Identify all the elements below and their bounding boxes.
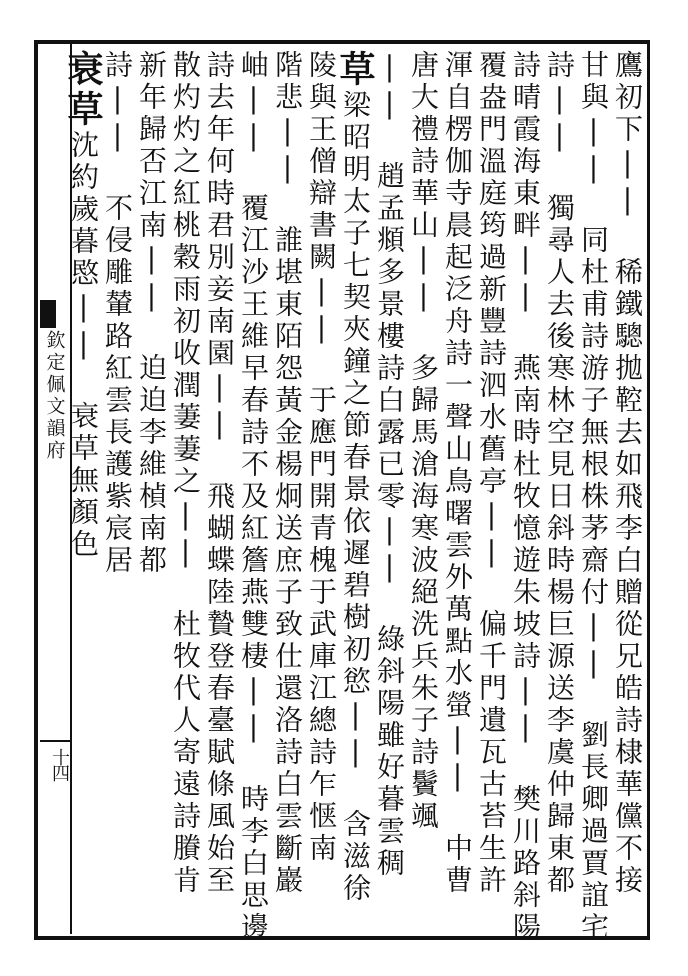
page-number: 十四 — [49, 748, 70, 780]
entry-heading-cao: 草 — [334, 50, 376, 90]
column-11: 階悲|| 誰堪東陌怨黃金楊炯送庶子致仕還洛詩白雲斷巖 — [271, 50, 304, 897]
fish-tail-mark — [40, 300, 56, 328]
column-4: 詩晴霞海東畔|| 燕南時杜牧憶遊朱坡詩|| 樊川路斜陽 — [509, 50, 542, 944]
column-9-text: 梁昭明太子七契夾鐘之節春景依遲碧樹初慾|| 含滋徐 — [339, 90, 372, 905]
column-7: 唐大禮詩華山|| 多歸馬滄海寒波絕洗兵朱子詩鬢颯 — [407, 50, 440, 833]
column-13: 詩去年何時君別妾南園|| 飛蝴蝶陸贄登春臺賦條風始至 — [203, 50, 236, 897]
column-2: 甘與|| 同杜甫詩游子無根株茅齋付|| 劉長卿過賈誼宅 — [577, 50, 610, 944]
column-17 — [62, 50, 104, 928]
column-5: 覆盎門溫庭筠過新豐詩泗水舊亭|| 偏千門遺瓦古苔生許 — [475, 50, 508, 897]
column-14: 散灼灼之紅桃穀雨初收潤萋萋之|| 杜牧代人寄遠詩賸肯 — [169, 50, 202, 897]
column-17-text: 沈約歲暮愍|| 衰草無顏色 — [67, 130, 100, 561]
column-9 — [334, 50, 376, 928]
column-3: 詩|| 獨尋人去後寒林空見日斜時楊巨源送李虞仲歸東都 — [543, 50, 576, 897]
column-16: 詩|| 不侵雕輦路紅雲長護紫宸居 — [101, 50, 134, 577]
book-title-text: 欽定佩文韻府 — [43, 330, 66, 462]
column-6: 渾自楞伽寺晨起泛舟詩一聲山鳥曙雲外萬點水螢|| 中曹 — [441, 50, 474, 897]
text-body — [62, 50, 644, 944]
column-15: 新年歸否江南|| 迫迫李維楨南都 — [135, 50, 168, 577]
column-1: 鷹初下|| 稀鐵驄拋鞚去如飛李白贈從兄皓詩棣華儻不接 — [611, 50, 644, 897]
column-8: || 趙孟頫多景樓詩白露已零|| 綠斜陽雖好暮雲稠 — [373, 50, 406, 880]
column-10: 陵與王僧辯書闕|| 于應門開青槐于武庫江總詩乍惬南 — [305, 50, 338, 865]
column-12: 岫|| 覆江沙王維早春詩不及紅簷燕雙棲|| 時李白思邊 — [237, 50, 270, 944]
entry-heading-shuaicao: 衰草 — [62, 50, 104, 130]
